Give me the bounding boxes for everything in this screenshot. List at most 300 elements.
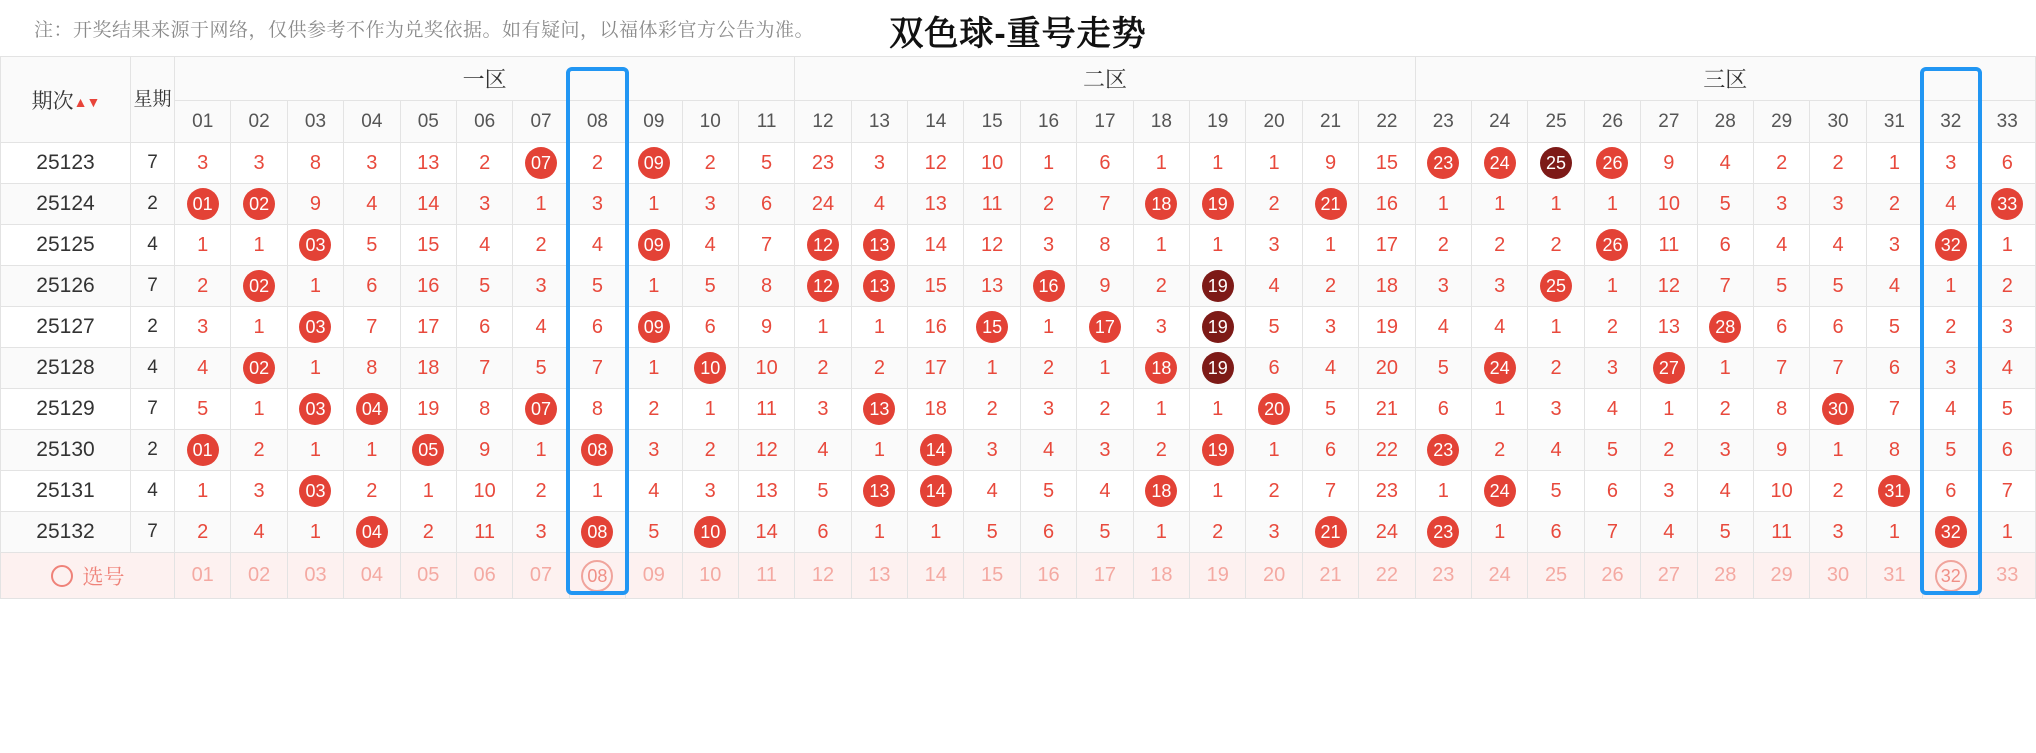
pick-cell-05[interactable]: 05 — [400, 553, 456, 599]
pick-cell-21[interactable]: 21 — [1302, 553, 1358, 599]
pick-cell-03[interactable]: 03 — [287, 553, 343, 599]
number-cell-04: 7 — [344, 307, 400, 348]
number-cell-06: 5 — [456, 266, 512, 307]
number-header-09[interactable]: 09 — [626, 101, 682, 143]
pick-cell-02[interactable]: 02 — [231, 553, 287, 599]
number-header-29[interactable]: 29 — [1753, 101, 1809, 143]
pick-cell-17[interactable]: 17 — [1077, 553, 1133, 599]
table-row[interactable] — [1, 307, 2036, 348]
number-header-21[interactable]: 21 — [1302, 101, 1358, 143]
number-header-row — [1, 101, 2036, 143]
issue-cell[interactable]: 25130 — [1, 430, 131, 471]
number-cell-18: 1 — [1133, 512, 1189, 553]
number-header-31[interactable]: 31 — [1866, 101, 1922, 143]
number-cell-24: 4 — [1471, 307, 1527, 348]
number-cell-04: 4 — [344, 184, 400, 225]
number-cell-20: 3 — [1246, 512, 1302, 553]
week-header-label: 星期 — [133, 88, 172, 110]
number-cell-26 — [1584, 225, 1640, 266]
drawn-ball: 10 — [694, 516, 726, 548]
drawn-ball: 24 — [1484, 147, 1516, 179]
number-cell-12: 24 — [795, 184, 851, 225]
number-cell-28: 5 — [1697, 184, 1753, 225]
number-cell-21: 7 — [1302, 471, 1358, 512]
number-cell-09: 1 — [626, 348, 682, 389]
number-cell-13: 2 — [851, 348, 907, 389]
number-header-08[interactable]: 08 — [569, 101, 625, 143]
number-cell-07: 3 — [513, 266, 569, 307]
pick-cell-07[interactable]: 07 — [513, 553, 569, 599]
number-cell-07 — [513, 389, 569, 430]
pick-cell-08[interactable] — [569, 553, 625, 599]
number-header-06[interactable]: 06 — [456, 101, 512, 143]
number-header-04[interactable]: 04 — [344, 101, 400, 143]
number-cell-03: 1 — [287, 430, 343, 471]
drawn-ball: 03 — [299, 393, 331, 425]
number-cell-19 — [1190, 307, 1246, 348]
number-header-17[interactable]: 17 — [1077, 101, 1133, 143]
number-cell-32: 3 — [1923, 348, 1979, 389]
number-cell-02: 4 — [231, 512, 287, 553]
pick-cell-28[interactable]: 28 — [1697, 553, 1753, 599]
number-cell-11: 13 — [738, 471, 794, 512]
number-cell-26 — [1584, 143, 1640, 184]
drawn-ball: 13 — [863, 393, 895, 425]
number-cell-15: 1 — [964, 348, 1020, 389]
number-cell-20: 6 — [1246, 348, 1302, 389]
issue-cell[interactable]: 25131 — [1, 471, 131, 512]
number-header-18[interactable]: 18 — [1133, 101, 1189, 143]
number-header-15[interactable]: 15 — [964, 101, 1020, 143]
number-cell-07: 3 — [513, 512, 569, 553]
number-cell-05: 13 — [400, 143, 456, 184]
number-header-12[interactable]: 12 — [795, 101, 851, 143]
number-cell-08: 8 — [569, 389, 625, 430]
number-cell-10: 4 — [682, 225, 738, 266]
empty-circle-icon[interactable] — [51, 565, 73, 587]
number-header-27[interactable]: 27 — [1641, 101, 1697, 143]
drawn-ball: 27 — [1653, 352, 1685, 384]
number-cell-18: 1 — [1133, 389, 1189, 430]
number-cell-16: 2 — [1020, 184, 1076, 225]
number-cell-03 — [287, 471, 343, 512]
number-cell-08 — [569, 430, 625, 471]
number-header-07[interactable]: 07 — [513, 101, 569, 143]
number-cell-06: 4 — [456, 225, 512, 266]
number-cell-32 — [1923, 512, 1979, 553]
number-cell-30: 2 — [1810, 143, 1866, 184]
number-cell-19: 1 — [1190, 471, 1246, 512]
issue-header[interactable] — [1, 57, 131, 143]
number-cell-02: 1 — [231, 307, 287, 348]
table-row[interactable] — [1, 430, 2036, 471]
number-header-28[interactable]: 28 — [1697, 101, 1753, 143]
number-cell-07: 1 — [513, 184, 569, 225]
weekday-cell: 7 — [131, 143, 175, 184]
pick-cell-25[interactable]: 25 — [1528, 553, 1584, 599]
number-cell-26: 7 — [1584, 512, 1640, 553]
number-header-01[interactable]: 01 — [175, 101, 231, 143]
table-row[interactable] — [1, 184, 2036, 225]
weekday-cell: 7 — [131, 512, 175, 553]
number-cell-25: 2 — [1528, 348, 1584, 389]
number-header-11[interactable]: 11 — [738, 101, 794, 143]
number-cell-16: 1 — [1020, 307, 1076, 348]
number-cell-04: 3 — [344, 143, 400, 184]
drawn-ball: 30 — [1822, 393, 1854, 425]
number-cell-27: 4 — [1641, 512, 1697, 553]
number-cell-24: 2 — [1471, 430, 1527, 471]
drawn-ball: 07 — [525, 393, 557, 425]
table-row[interactable] — [1, 512, 2036, 553]
number-header-32[interactable]: 32 — [1923, 101, 1979, 143]
number-cell-29: 11 — [1753, 512, 1809, 553]
number-cell-31: 1 — [1866, 512, 1922, 553]
number-header-26[interactable]: 26 — [1584, 101, 1640, 143]
number-cell-13 — [851, 225, 907, 266]
number-cell-11: 8 — [738, 266, 794, 307]
number-cell-23: 6 — [1415, 389, 1471, 430]
number-cell-15 — [964, 307, 1020, 348]
number-cell-22: 21 — [1359, 389, 1415, 430]
number-header-16[interactable]: 16 — [1020, 101, 1076, 143]
number-cell-33: 6 — [1979, 430, 2036, 471]
number-cell-07: 1 — [513, 430, 569, 471]
number-cell-05: 18 — [400, 348, 456, 389]
number-header-19[interactable]: 19 — [1190, 101, 1246, 143]
number-cell-01: 3 — [175, 143, 231, 184]
number-cell-26: 6 — [1584, 471, 1640, 512]
number-cell-13 — [851, 266, 907, 307]
number-cell-29: 2 — [1753, 143, 1809, 184]
number-cell-13 — [851, 471, 907, 512]
number-cell-11: 10 — [738, 348, 794, 389]
number-header-25[interactable]: 25 — [1528, 101, 1584, 143]
drawn-ball: 16 — [1033, 270, 1065, 302]
pick-cell-14[interactable]: 14 — [908, 553, 964, 599]
number-cell-29: 5 — [1753, 266, 1809, 307]
number-cell-03 — [287, 307, 343, 348]
weekday-cell: 4 — [131, 225, 175, 266]
number-cell-01: 3 — [175, 307, 231, 348]
number-cell-22: 18 — [1359, 266, 1415, 307]
number-cell-26: 2 — [1584, 307, 1640, 348]
number-cell-18: 1 — [1133, 143, 1189, 184]
drawn-ball: 04 — [356, 516, 388, 548]
table-row[interactable] — [1, 389, 2036, 430]
number-cell-30: 5 — [1810, 266, 1866, 307]
number-cell-08: 6 — [569, 307, 625, 348]
number-cell-30: 3 — [1810, 184, 1866, 225]
issue-cell[interactable]: 25124 — [1, 184, 131, 225]
number-cell-16 — [1020, 266, 1076, 307]
number-cell-21: 3 — [1302, 307, 1358, 348]
number-cell-04: 5 — [344, 225, 400, 266]
drawn-ball: 23 — [1427, 434, 1459, 466]
number-cell-14: 17 — [908, 348, 964, 389]
number-cell-10 — [682, 348, 738, 389]
drawn-ball: 03 — [299, 475, 331, 507]
number-cell-12: 2 — [795, 348, 851, 389]
drawn-ball: 19 — [1202, 311, 1234, 343]
pick-cell-10[interactable]: 10 — [682, 553, 738, 599]
issue-cell[interactable]: 25123 — [1, 143, 131, 184]
number-cell-01 — [175, 184, 231, 225]
number-cell-28: 6 — [1697, 225, 1753, 266]
number-cell-06: 9 — [456, 430, 512, 471]
number-header-23[interactable]: 23 — [1415, 101, 1471, 143]
number-cell-02: 3 — [231, 471, 287, 512]
table-row[interactable] — [1, 348, 2036, 389]
issue-cell[interactable]: 25125 — [1, 225, 131, 266]
pick-cell-22[interactable]: 22 — [1359, 553, 1415, 599]
weekday-cell: 2 — [131, 307, 175, 348]
number-cell-05: 2 — [400, 512, 456, 553]
pick-selected-ball[interactable]: 32 — [1935, 560, 1967, 592]
drawn-ball: 19 — [1202, 434, 1234, 466]
drawn-ball: 21 — [1315, 188, 1347, 220]
zone-header-row — [1, 57, 2036, 101]
number-cell-24 — [1471, 143, 1527, 184]
number-cell-29: 9 — [1753, 430, 1809, 471]
number-cell-13: 1 — [851, 430, 907, 471]
drawn-ball: 09 — [638, 229, 670, 261]
number-cell-22: 17 — [1359, 225, 1415, 266]
weekday-cell: 4 — [131, 471, 175, 512]
pick-cell-19[interactable]: 19 — [1190, 553, 1246, 599]
number-cell-10: 6 — [682, 307, 738, 348]
number-header-33[interactable]: 33 — [1979, 101, 2036, 143]
number-cell-12: 6 — [795, 512, 851, 553]
number-cell-15: 4 — [964, 471, 1020, 512]
drawn-ball: 02 — [243, 352, 275, 384]
issue-cell[interactable]: 25127 — [1, 307, 131, 348]
number-cell-09: 1 — [626, 266, 682, 307]
drawn-ball: 05 — [412, 434, 444, 466]
number-cell-31: 8 — [1866, 430, 1922, 471]
number-cell-30: 7 — [1810, 348, 1866, 389]
pick-cell-33[interactable]: 33 — [1979, 553, 2036, 599]
number-cell-17: 1 — [1077, 348, 1133, 389]
pick-cell-27[interactable]: 27 — [1641, 553, 1697, 599]
pick-cell-12[interactable]: 12 — [795, 553, 851, 599]
number-cell-01: 2 — [175, 512, 231, 553]
number-cell-32: 2 — [1923, 307, 1979, 348]
table-row[interactable] — [1, 143, 2036, 184]
sort-arrows-icon[interactable]: ▲▼ — [73, 93, 100, 110]
pick-cell-01[interactable]: 01 — [175, 553, 231, 599]
number-cell-14: 1 — [908, 512, 964, 553]
number-cell-30: 2 — [1810, 471, 1866, 512]
pick-label-cell[interactable] — [1, 553, 175, 599]
number-cell-16: 4 — [1020, 430, 1076, 471]
number-cell-17: 5 — [1077, 512, 1133, 553]
number-cell-19: 1 — [1190, 143, 1246, 184]
number-cell-29: 7 — [1753, 348, 1809, 389]
number-cell-21 — [1302, 184, 1358, 225]
drawn-ball: 32 — [1935, 229, 1967, 261]
number-cell-01: 1 — [175, 225, 231, 266]
drawn-ball: 19 — [1202, 188, 1234, 220]
number-cell-23: 1 — [1415, 471, 1471, 512]
number-cell-11: 5 — [738, 143, 794, 184]
number-cell-30 — [1810, 389, 1866, 430]
drawn-ball: 15 — [976, 311, 1008, 343]
number-cell-07: 2 — [513, 471, 569, 512]
pick-cell-09[interactable]: 09 — [626, 553, 682, 599]
pick-cell-24[interactable]: 24 — [1471, 553, 1527, 599]
number-cell-23: 3 — [1415, 266, 1471, 307]
number-cell-03: 9 — [287, 184, 343, 225]
table-row[interactable] — [1, 471, 2036, 512]
number-cell-27: 1 — [1641, 389, 1697, 430]
number-cell-32: 1 — [1923, 266, 1979, 307]
number-cell-23: 1 — [1415, 184, 1471, 225]
table-body — [1, 143, 2036, 553]
pick-cell-20[interactable]: 20 — [1246, 553, 1302, 599]
issue-cell[interactable]: 25129 — [1, 389, 131, 430]
number-cell-05: 16 — [400, 266, 456, 307]
number-cell-06: 7 — [456, 348, 512, 389]
pick-cell-26[interactable]: 26 — [1584, 553, 1640, 599]
number-cell-05: 17 — [400, 307, 456, 348]
number-cell-27: 12 — [1641, 266, 1697, 307]
number-cell-11: 9 — [738, 307, 794, 348]
drawn-ball: 01 — [187, 188, 219, 220]
week-header — [131, 57, 175, 143]
number-cell-16: 2 — [1020, 348, 1076, 389]
number-cell-25: 5 — [1528, 471, 1584, 512]
number-cell-23: 4 — [1415, 307, 1471, 348]
number-cell-32: 6 — [1923, 471, 1979, 512]
number-cell-27: 2 — [1641, 430, 1697, 471]
drawn-ball: 07 — [525, 147, 557, 179]
number-cell-05 — [400, 430, 456, 471]
number-cell-26: 3 — [1584, 348, 1640, 389]
number-cell-27: 10 — [1641, 184, 1697, 225]
number-cell-18: 2 — [1133, 430, 1189, 471]
pick-cell-23[interactable]: 23 — [1415, 553, 1471, 599]
drawn-ball: 12 — [807, 270, 839, 302]
number-cell-17: 2 — [1077, 389, 1133, 430]
pick-cell-11[interactable]: 11 — [738, 553, 794, 599]
number-header-22[interactable]: 22 — [1359, 101, 1415, 143]
number-cell-09: 5 — [626, 512, 682, 553]
number-cell-25: 3 — [1528, 389, 1584, 430]
drawn-ball: 18 — [1145, 352, 1177, 384]
number-cell-26: 5 — [1584, 430, 1640, 471]
number-cell-07: 2 — [513, 225, 569, 266]
number-cell-29: 4 — [1753, 225, 1809, 266]
number-cell-14: 16 — [908, 307, 964, 348]
drawn-ball: 03 — [299, 311, 331, 343]
number-header-10[interactable]: 10 — [682, 101, 738, 143]
number-cell-25: 4 — [1528, 430, 1584, 471]
pick-cell-04[interactable]: 04 — [344, 553, 400, 599]
number-header-13[interactable]: 13 — [851, 101, 907, 143]
top-bar — [0, 0, 2036, 56]
number-cell-27: 13 — [1641, 307, 1697, 348]
pick-selected-ball[interactable]: 08 — [581, 560, 613, 592]
number-cell-25 — [1528, 143, 1584, 184]
table-row[interactable] — [1, 266, 2036, 307]
number-header-03[interactable]: 03 — [287, 101, 343, 143]
number-cell-15: 12 — [964, 225, 1020, 266]
number-cell-10: 3 — [682, 471, 738, 512]
issue-cell[interactable]: 25128 — [1, 348, 131, 389]
number-header-14[interactable]: 14 — [908, 101, 964, 143]
number-cell-07: 4 — [513, 307, 569, 348]
number-cell-02 — [231, 266, 287, 307]
number-header-02[interactable]: 02 — [231, 101, 287, 143]
number-cell-32: 4 — [1923, 389, 1979, 430]
number-cell-14: 12 — [908, 143, 964, 184]
table-row[interactable] — [1, 225, 2036, 266]
number-cell-05: 19 — [400, 389, 456, 430]
number-cell-01: 1 — [175, 471, 231, 512]
weekday-cell: 4 — [131, 348, 175, 389]
pick-cell-30[interactable]: 30 — [1810, 553, 1866, 599]
number-cell-30: 4 — [1810, 225, 1866, 266]
number-header-30[interactable]: 30 — [1810, 101, 1866, 143]
drawn-ball: 12 — [807, 229, 839, 261]
number-header-24[interactable]: 24 — [1471, 101, 1527, 143]
number-cell-19 — [1190, 266, 1246, 307]
number-cell-09 — [626, 143, 682, 184]
number-cell-08: 3 — [569, 184, 625, 225]
number-cell-12: 5 — [795, 471, 851, 512]
drawn-ball: 24 — [1484, 352, 1516, 384]
pick-cell-31[interactable]: 31 — [1866, 553, 1922, 599]
pick-cell-29[interactable]: 29 — [1753, 553, 1809, 599]
number-cell-07 — [513, 143, 569, 184]
number-cell-33 — [1979, 184, 2036, 225]
pick-cell-06[interactable]: 06 — [456, 553, 512, 599]
number-cell-24 — [1471, 471, 1527, 512]
number-header-05[interactable]: 05 — [400, 101, 456, 143]
issue-cell[interactable]: 25126 — [1, 266, 131, 307]
pick-cell-15[interactable]: 15 — [964, 553, 1020, 599]
number-cell-32: 4 — [1923, 184, 1979, 225]
pick-cell-13[interactable]: 13 — [851, 553, 907, 599]
number-cell-11: 11 — [738, 389, 794, 430]
pick-cell-32[interactable] — [1923, 553, 1979, 599]
number-cell-20: 4 — [1246, 266, 1302, 307]
table-foot — [1, 553, 2036, 599]
drawn-ball: 33 — [1991, 188, 2023, 220]
issue-cell[interactable]: 25132 — [1, 512, 131, 553]
page-title: 双色球-重号走势 — [889, 15, 1147, 53]
number-cell-28: 4 — [1697, 471, 1753, 512]
number-cell-20: 3 — [1246, 225, 1302, 266]
number-cell-31 — [1866, 471, 1922, 512]
number-cell-14 — [908, 430, 964, 471]
number-header-20[interactable]: 20 — [1246, 101, 1302, 143]
number-cell-17: 3 — [1077, 430, 1133, 471]
pick-cell-18[interactable]: 18 — [1133, 553, 1189, 599]
drawn-ball: 23 — [1427, 516, 1459, 548]
number-cell-08: 1 — [569, 471, 625, 512]
pick-row[interactable] — [1, 553, 2036, 599]
number-cell-33: 2 — [1979, 266, 2036, 307]
drawn-ball: 20 — [1258, 393, 1290, 425]
number-cell-32: 5 — [1923, 430, 1979, 471]
drawn-ball: 21 — [1315, 516, 1347, 548]
number-cell-29: 8 — [1753, 389, 1809, 430]
drawn-ball: 25 — [1540, 147, 1572, 179]
pick-cell-16[interactable]: 16 — [1020, 553, 1076, 599]
number-cell-10: 2 — [682, 143, 738, 184]
